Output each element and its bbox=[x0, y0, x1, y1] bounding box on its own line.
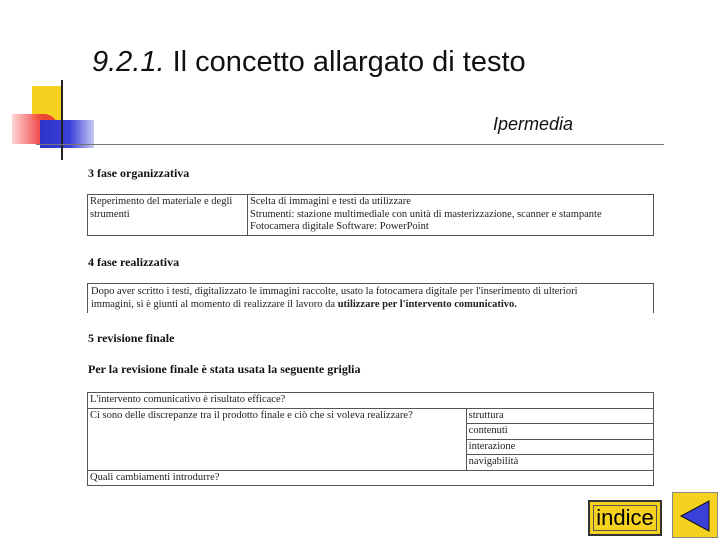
phase4-line-2 bbox=[91, 298, 650, 311]
table-row bbox=[88, 195, 654, 236]
phase4-line: Dopo aver scritto i testi, digitalizzato le immagini raccolte, usato la fotocamera digitale per l'inserimento di ulteriori bbox=[91, 286, 578, 297]
grid-row1-cell: L'intervento comunicativo è risultato efficace? bbox=[88, 393, 654, 409]
back-button[interactable] bbox=[672, 492, 718, 538]
phase4-heading: 4 fase realizzativa bbox=[88, 255, 180, 269]
phase5-heading: 5 revisione finale bbox=[88, 331, 175, 345]
table-row bbox=[88, 470, 654, 486]
title-underline bbox=[36, 144, 664, 145]
table-row bbox=[88, 408, 654, 424]
grid-criterion-cell: navigabilità bbox=[466, 455, 653, 471]
review-grid bbox=[87, 392, 654, 486]
phase3-table bbox=[87, 194, 654, 236]
phase3-right-line: Scelta di immagini e testi da utilizzare bbox=[250, 196, 411, 207]
phase3-heading: 3 fase organizzativa bbox=[88, 166, 190, 180]
title-number: 9.2.1. bbox=[92, 46, 165, 78]
back-triangle-icon bbox=[673, 493, 719, 539]
title-text: Il concetto allargato di testo bbox=[172, 46, 526, 78]
indice-label: indice bbox=[596, 505, 654, 530]
grid-row2-left-cell: Ci sono delle discrepanze tra il prodotto finale e ciò che si voleva realizzare? bbox=[88, 408, 467, 470]
vertical-line-decoration bbox=[61, 80, 63, 160]
phase4-line-part: immagini, si è giunti al momento di realizzare il lavoro da bbox=[91, 299, 338, 310]
phase3-left-cell: Reperimento del materiale e degli strumenti bbox=[88, 195, 248, 236]
grid-criterion-cell: interazione bbox=[466, 439, 653, 455]
phase5-intro: Per la revisione finale è stata usata la seguente griglia bbox=[88, 362, 361, 376]
grid-criterion-cell: struttura bbox=[466, 408, 653, 424]
phase4-textbox bbox=[87, 283, 654, 313]
grid-criterion-cell: contenuti bbox=[466, 424, 653, 440]
table-row bbox=[88, 393, 654, 409]
phase3-right-line: Strumenti: stazione multimediale con unità di masterizzazione, scanner e stampante bbox=[250, 208, 602, 220]
phase3-right-cell bbox=[248, 195, 654, 236]
phase4-line-bold: utilizzare per l'intervento comunicativo. bbox=[337, 299, 517, 310]
phase3-right-line: Fotocamera digitale Software: PowerPoint bbox=[250, 221, 429, 232]
slide-subtitle: Ipermedia bbox=[493, 114, 574, 134]
indice-button[interactable] bbox=[588, 500, 662, 536]
grid-row3-cell: Quali cambiamenti introdurre? bbox=[88, 470, 654, 486]
slide-title bbox=[92, 46, 526, 79]
